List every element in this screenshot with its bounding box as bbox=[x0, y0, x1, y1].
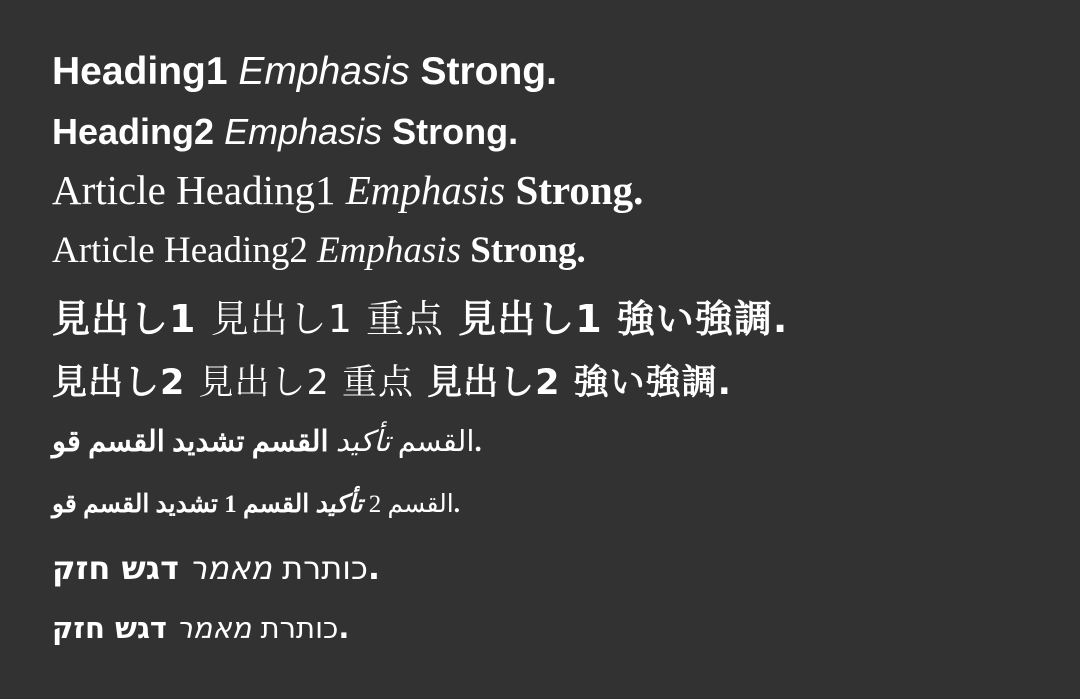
heading2-strong: Strong. bbox=[392, 111, 519, 152]
article-heading1-emphasis: Emphasis bbox=[345, 167, 506, 213]
article-heading2-sample bbox=[52, 232, 586, 269]
heading2-text: Heading2 bbox=[52, 111, 215, 152]
hebrew-heading1-strong: דגש חזק. bbox=[52, 549, 381, 587]
article-heading1-sample bbox=[52, 167, 644, 213]
article-heading1-text: Article Heading1 bbox=[52, 167, 336, 213]
hebrew-heading1-emphasis: מאמר bbox=[189, 549, 272, 587]
hebrew-heading2-text: כותרת bbox=[260, 611, 339, 645]
hebrew-heading1-text: כותרת bbox=[282, 549, 368, 587]
heading2-emphasis: Emphasis bbox=[224, 111, 383, 152]
japanese-heading2-strong: 見出し2 強い強調. bbox=[427, 363, 732, 403]
japanese-heading2-emphasis: 見出し2 重点 bbox=[198, 363, 414, 403]
japanese-heading1-text: 見出し1 bbox=[52, 297, 197, 341]
hebrew-heading2-emphasis: מאמר bbox=[176, 611, 252, 645]
japanese-heading2-text: 見出し2 bbox=[52, 363, 186, 403]
arabic-heading1-emphasis: تأكيد bbox=[335, 426, 391, 458]
japanese-heading1-strong: 見出し1 強い強調. bbox=[458, 297, 789, 341]
arabic-heading2-emphasis: تأكيد bbox=[315, 491, 363, 518]
arabic-heading1-text: القسم bbox=[397, 426, 475, 458]
japanese-heading1-emphasis: 見出し1 重点 bbox=[210, 297, 444, 341]
japanese-heading2-sample bbox=[52, 363, 732, 403]
heading1-strong: Strong. bbox=[420, 50, 557, 93]
heading1-text: Heading1 bbox=[52, 50, 228, 93]
article-heading2-emphasis: Emphasis bbox=[317, 230, 461, 271]
heading2-sample bbox=[52, 111, 519, 152]
arabic-heading1-sample bbox=[52, 428, 482, 457]
arabic-heading1-strong: القسم تشديد القسم قو. bbox=[52, 426, 482, 458]
heading1-sample bbox=[52, 52, 557, 91]
article-heading2-strong: Strong. bbox=[470, 230, 586, 271]
article-heading1-strong: Strong. bbox=[515, 167, 644, 213]
arabic-heading2-sample bbox=[52, 492, 460, 517]
article-heading2-text: Article Heading2 bbox=[52, 230, 308, 271]
hebrew-heading2-sample bbox=[52, 611, 350, 645]
hebrew-heading1-sample bbox=[52, 549, 381, 587]
arabic-heading2-strong: القسم 1 تشديد القسم قو. bbox=[52, 491, 460, 518]
arabic-heading2-text: القسم 2 bbox=[368, 491, 454, 518]
hebrew-heading2-strong: דגש חזק. bbox=[52, 611, 350, 645]
japanese-heading1-sample bbox=[52, 297, 789, 341]
heading1-emphasis: Emphasis bbox=[238, 50, 410, 93]
